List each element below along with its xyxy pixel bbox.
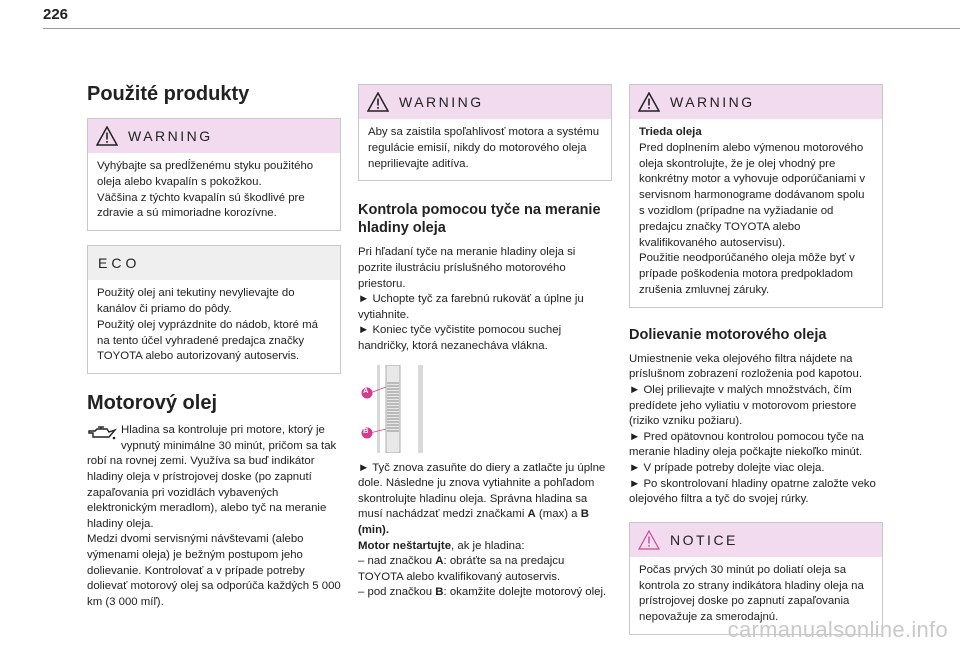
- header-divider: [43, 28, 960, 29]
- eco-text: Použitý olej ani tekutiny nevylievajte do kanálov či priamo do pôdy. Použitý olej vyprázdnite do nádob, ktoré má na tento účel vyhradené predajca značky TOYOTA alebo autorizovaný autoservis.: [97, 287, 318, 363]
- dipstick-p1: Pri hľadaní tyče na meranie hladiny oleja si pozrite ilustráciu príslušného motorového priestoru.: [358, 246, 576, 290]
- p6-pre: – nad značkou: [358, 555, 436, 568]
- marker-b-label: B: [363, 425, 369, 435]
- dipstick-p6: [358, 554, 612, 585]
- p7-mark-b: B: [435, 586, 444, 599]
- warning-header: [359, 85, 611, 119]
- warning-icon: [638, 92, 660, 112]
- warning-header: [88, 119, 340, 153]
- mark-b: B (min).: [358, 508, 589, 536]
- engine-oil-body: [87, 423, 341, 610]
- marker-a-label: A: [363, 385, 369, 395]
- warning-label: WARNING: [670, 94, 755, 110]
- eco-body: [88, 280, 340, 373]
- dipstick-heading: Kontrola pomocou tyče na meranie hladiny oleja: [358, 202, 601, 237]
- warning-body: [359, 119, 611, 180]
- column-1: [87, 83, 341, 610]
- top-up-heading: Dolievanie motorového oleja: [629, 326, 827, 343]
- dipstick-p7: [358, 585, 612, 601]
- notice-text: Počas prvých 30 minút po doliatí oleja sa kontrola zo strany indikátora hladiny oleja na prístrojovej doske po zapnutí zapaľovania nepovažuje za smerodajnú.: [639, 563, 864, 624]
- warning-header: [630, 85, 882, 119]
- eco-header: [88, 246, 340, 280]
- dipstick-p5: [358, 539, 612, 555]
- column-3: [629, 84, 883, 635]
- warning-text: Pred doplnením alebo výmenou motorového oleja skontrolujte, že je olej vhodný pre konkrétny motor a vyhovuje odporúčaniami v servisnom harmonograme dodávanom spolu s vozidlom (prípadne na vyžiadanie od predajcu značky TOYOTA alebo kvalifikovaného autoservisu). Použitie neodporúčaného oleja môže byť v prípade poškodenia motora predpokladom zrušenia zmluvnej záruky.: [639, 141, 866, 296]
- p6-rest: : obráťte sa na predajcu TOYOTA alebo kvalifikovaný autoservis.: [358, 555, 565, 583]
- warning-body: [88, 153, 340, 230]
- dipstick-figure: [358, 365, 448, 453]
- no-start-warning: Motor neštartujte: [358, 539, 452, 552]
- warning-text: Aby sa zaistila spoľahlivosť motora a systému regulácie emisií, nikdy do motorového oleja neprilievajte aditíva.: [368, 126, 600, 170]
- mark-mid: (max) a: [535, 508, 581, 521]
- notice-header: [630, 523, 882, 557]
- dipstick-p3: ► Koniec tyče vyčistite pomocou suchej handričky, ktorá nezanecháva vlákna.: [358, 324, 562, 352]
- oil-can-icon: [87, 425, 117, 441]
- p6-mark-a: A: [435, 555, 444, 568]
- p7-pre: – pod značkou: [358, 586, 436, 599]
- top-up-text: Umiestnenie veka olejového filtra nájdete na príslušnom zobrazení rozloženia pod kapotou. ► Olej prilievajte v malých množstvách, čím predídete jeho vyliatiu v motorovom priestore (riziko vzniku požiaru). ► Pred opätovnou kontrolou pomocou tyče na meranie hladiny oleja počkajte niekoľko minút. ► V prípade potreby dolejte viac oleja. ► Po skontrolovaní hladiny opatrne založte veko olejového filtra a tyč do svojej rúrky.: [629, 352, 876, 506]
- p7-rest: : okamžite dolejte motorový olej.: [443, 586, 607, 599]
- notice-label: NOTICE: [670, 531, 738, 548]
- warning-title: Trieda oleja: [639, 126, 702, 138]
- dipstick-instructions: [358, 245, 612, 354]
- warning-body: [630, 119, 882, 307]
- warning-label: WARNING: [128, 128, 213, 144]
- dipstick-p5-rest: , ak je hladina:: [451, 539, 525, 552]
- warning-text: Vyhýbajte sa predĺženému styku použitého oleja alebo kvapalín s pokožkou. Väčšina z týchto kvapalín sú škodlivé pre zdravie a sú mimoriadne korozívne.: [97, 160, 314, 220]
- warning-box-oil-grade: [629, 84, 883, 308]
- engine-oil-text: Hladina sa kontroluje pri motore, ktorý je vypnutý minimálne 30 minút, pričom sa tak robí na rovnej zemi. Využíva sa buď indikátor hladiny oleja v prístrojovej doske (po zapnutí zapaľovania pri vozidlách vybavených elektronickým meradlom), alebo tyč na meranie hladiny oleja. Medzi dvomi servisnými návštevami (alebo výmenami oleja) je bežným postupom jeho dolievanie. Kontrolovať a v prípade potreby dolievať motorový olej sa odporúča každých 5 000 km (3 000 míľ).: [87, 424, 341, 608]
- notice-icon: [638, 530, 660, 550]
- dipstick-p4: [358, 461, 612, 539]
- section-title-engine-oil: Motorový olej: [87, 392, 218, 415]
- watermark: carmanualsonline.info: [727, 617, 948, 642]
- section-title-used-products: Použité produkty: [87, 83, 250, 105]
- eco-box: [87, 245, 341, 374]
- column-2: [358, 84, 612, 601]
- warning-box: [87, 118, 341, 231]
- dipstick-check: [358, 461, 612, 601]
- warning-label: WARNING: [399, 94, 484, 110]
- eco-label: ECO: [98, 255, 141, 272]
- dipstick-p4-text: ► Tyč znova zasuňte do diery a zatlačte ju úplne dole. Následne ju znova vytiahnite a pohľadom skontrolujte hladinu oleja. Správna hladina sa musí nachádzať medzi značkami: [358, 461, 606, 521]
- warning-icon: [367, 92, 389, 112]
- mark-a: A: [527, 508, 536, 521]
- warning-icon: [96, 126, 118, 146]
- page-number: 226: [43, 6, 69, 23]
- warning-box-additives: [358, 84, 612, 181]
- dipstick-illustration: [358, 365, 612, 453]
- dipstick-p2: ► Uchopte tyč za farebnú rukoväť a úplne ju vytiahnite.: [358, 293, 584, 321]
